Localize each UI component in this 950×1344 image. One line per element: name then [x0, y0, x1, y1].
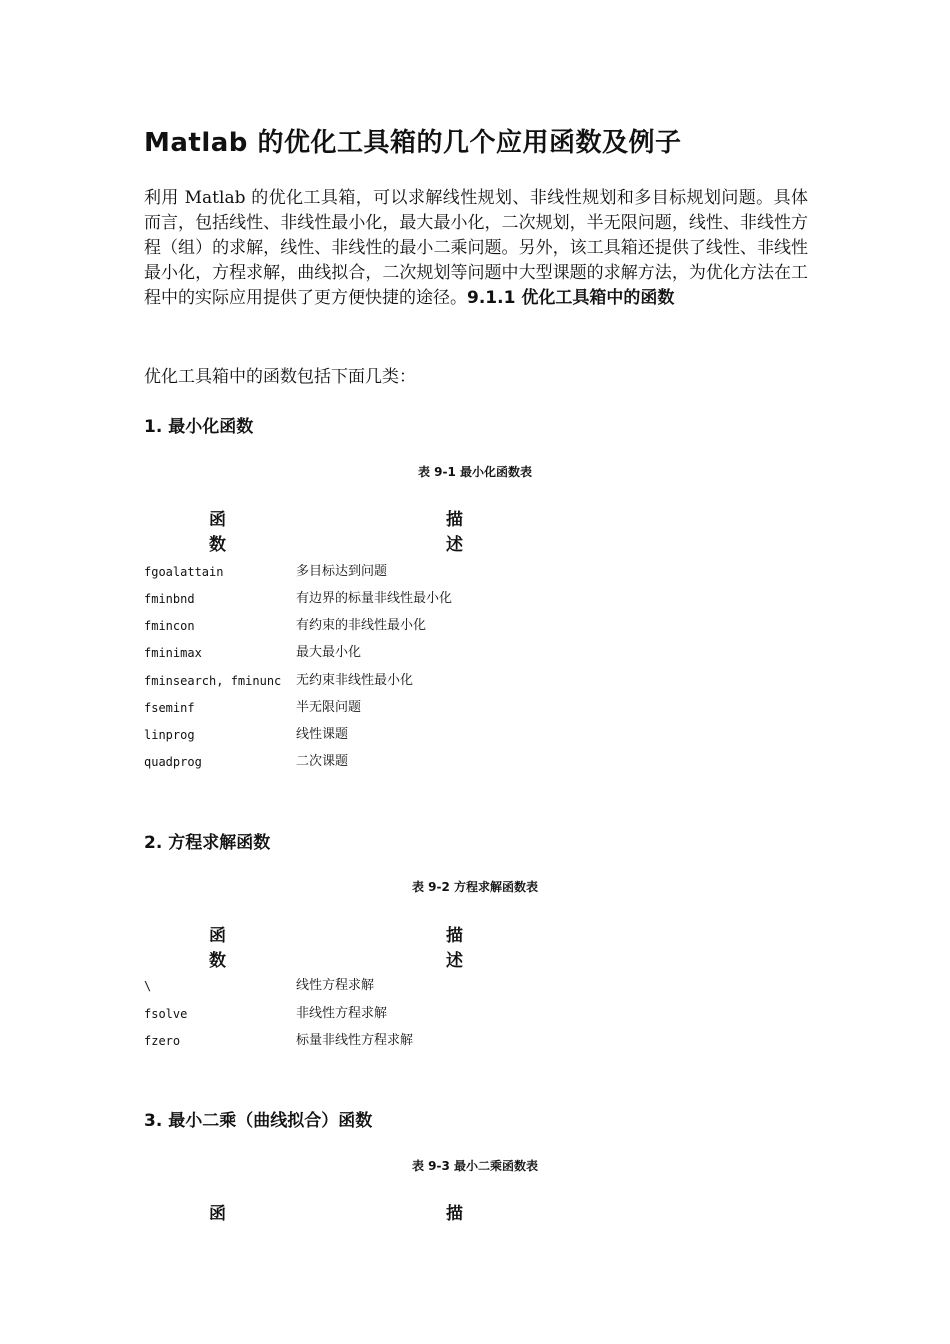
column-header-description: 描述	[446, 510, 463, 555]
function-name: fminbnd	[144, 592, 195, 606]
function-name: fzero	[144, 1034, 181, 1048]
column-header-function: 函数	[209, 510, 226, 555]
function-description: 无约束非线性最小化	[296, 673, 414, 688]
column-header-description: 描述	[446, 926, 463, 971]
function-description: 多目标达到问题	[296, 564, 388, 579]
function-name: fgoalattain	[144, 565, 224, 579]
function-description: 线性方程求解	[296, 978, 375, 993]
function-description: 半无限问题	[296, 700, 362, 715]
document-title: Matlab 的优化工具箱的几个应用函数及例子	[144, 128, 682, 158]
function-description: 最大最小化	[296, 645, 362, 660]
subsection-heading-9-1-1: 9.1.1 优化工具箱中的函数	[467, 288, 675, 308]
function-description: 标量非线性方程求解	[296, 1033, 414, 1048]
function-name: fseminf	[144, 701, 195, 715]
function-description: 有约束的非线性最小化	[296, 618, 427, 633]
function-name: linprog	[144, 728, 195, 742]
function-description: 二次课题	[296, 754, 349, 769]
function-name: fsolve	[144, 1007, 188, 1021]
table-caption-9-2: 表 9-2 方程求解函数表	[411, 880, 539, 894]
table-caption-9-1: 表 9-1 最小化函数表	[417, 465, 533, 479]
function-description: 线性课题	[296, 727, 349, 742]
function-name: fminsearch, fminunc	[144, 674, 282, 688]
function-description: 非线性方程求解	[296, 1006, 388, 1021]
function-name: fminimax	[144, 646, 202, 660]
intro-paragraph	[144, 186, 808, 311]
column-header-function: 函数	[209, 926, 226, 971]
section-heading-minimization: 1. 最小化函数	[144, 417, 254, 437]
column-header-function: 函	[209, 1204, 226, 1224]
section-heading-least-squares: 3. 最小二乘（曲线拟合）函数	[144, 1111, 373, 1131]
intro-text: 利用 Matlab 的优化工具箱，可以求解线性规划、非线性规划和多目标规划问题。具体而言，包括线性、非线性最小化，最大最小化，二次规划，半无限问题，线性、非线性方程（组）的求解，线性、非线性的最小二乘问题。另外，该工具箱还提供了线性、非线性最小化，方程求解，曲线拟合，二次规划等问题中大型课题的求解方法，为优化方法在工程中的实际应用提供了更方便快捷的途径。	[144, 188, 808, 308]
function-name: \	[144, 979, 152, 993]
column-header-description: 描	[446, 1204, 463, 1224]
function-name: fmincon	[144, 619, 195, 633]
lead-sentence: 优化工具箱中的函数包括下面几类：	[144, 367, 416, 387]
function-description: 有边界的标量非线性最小化	[296, 591, 453, 606]
function-name: quadprog	[144, 755, 202, 769]
section-heading-equation-solving: 2. 方程求解函数	[144, 833, 271, 853]
table-caption-9-3: 表 9-3 最小二乘函数表	[411, 1159, 539, 1173]
